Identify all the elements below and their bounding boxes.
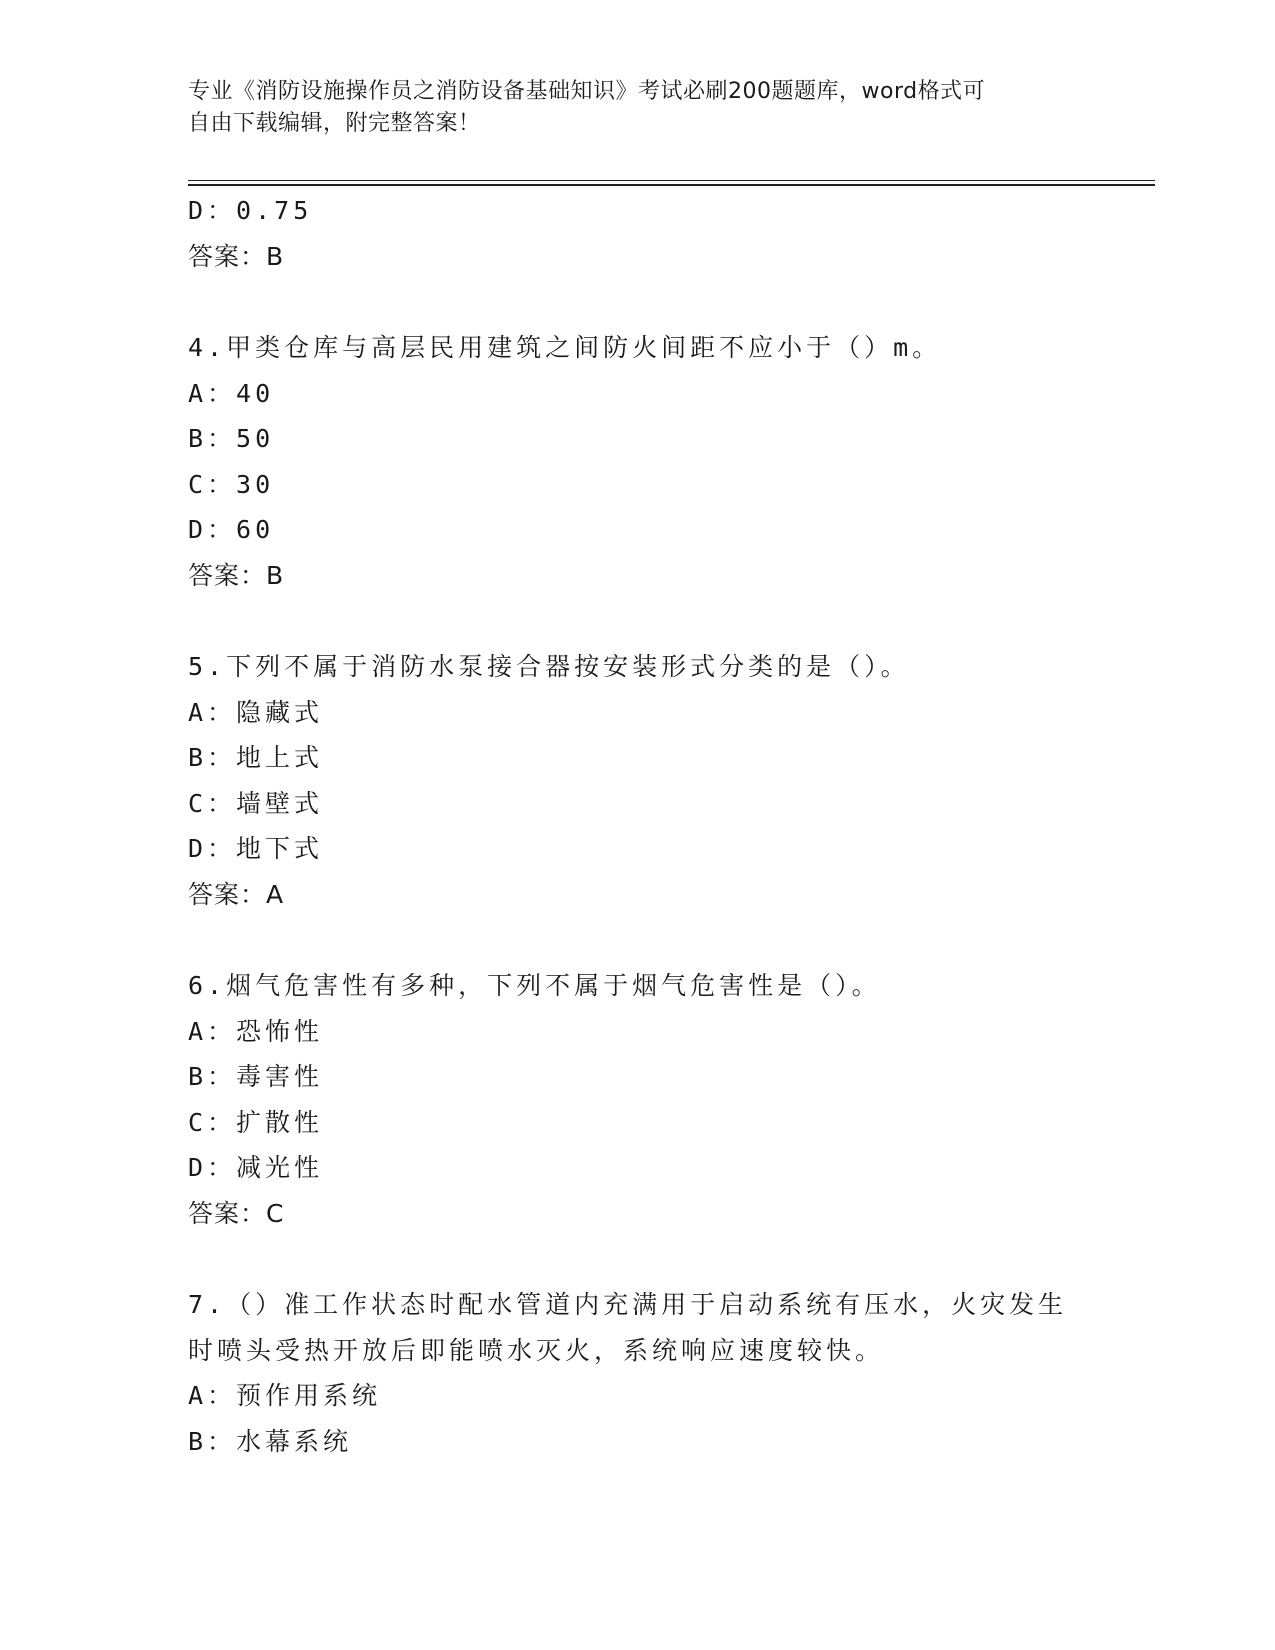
question-5 — [188, 644, 1088, 917]
question-7 — [188, 1282, 1088, 1464]
spacer — [188, 1236, 1088, 1282]
header-title-line-1: 专业《消防设施操作员之消防设备基础知识》考试必刷200题题库，word格式可 — [188, 79, 986, 104]
spacer — [188, 279, 1088, 325]
question-stem: 4.甲类仓库与高层民用建筑之间防火间距不应小于（）m。 — [188, 333, 942, 362]
option-c: C：扩散性 — [188, 1107, 324, 1137]
question-stem: 5.下列不属于消防水泵接合器按安装形式分类的是（）。 — [188, 652, 910, 681]
question-4 — [188, 325, 1088, 598]
answer: 答案：A — [188, 879, 285, 909]
spacer — [188, 598, 1088, 644]
answer: 答案：B — [188, 241, 285, 271]
answer: 答案：B — [188, 560, 285, 590]
option-c: C：30 — [188, 469, 275, 499]
option-b: B：50 — [188, 424, 275, 453]
option-d: D：地下式 — [188, 834, 324, 863]
option-d: D：60 — [188, 515, 275, 544]
question-6 — [188, 963, 1088, 1236]
question-stem-line-2: 时喷头受热开放后即能喷水灭火，系统响应速度较快。 — [188, 1335, 885, 1365]
option-b: B：地上式 — [188, 743, 324, 772]
option-a: A：隐藏式 — [188, 697, 324, 727]
option-b: B：水幕系统 — [188, 1426, 353, 1456]
header-divider-thin — [188, 180, 1155, 181]
header-divider-thick — [188, 184, 1155, 186]
option-c: C：墙壁式 — [188, 788, 324, 818]
option-d: D：0.75 — [188, 196, 313, 225]
header-title-line-2: 自由下载编辑，附完整答案！ — [188, 111, 481, 136]
question-stem-line-1: 7.（）准工作状态时配水管道内充满用于启动系统有压水，火灾发生 — [188, 1290, 1068, 1319]
option-b: B：毒害性 — [188, 1062, 324, 1091]
option-a: A：恐怖性 — [188, 1016, 324, 1046]
carryover-question — [188, 188, 1088, 279]
option-d: D：减光性 — [188, 1153, 324, 1182]
option-a: A：40 — [188, 378, 275, 408]
answer: 答案：C — [188, 1198, 285, 1228]
question-list — [188, 188, 1088, 1464]
option-a: A：预作用系统 — [188, 1381, 382, 1410]
document-header — [188, 76, 1068, 140]
question-stem: 6.烟气危害性有多种，下列不属于烟气危害性是（）。 — [188, 971, 881, 1000]
spacer — [188, 917, 1088, 963]
